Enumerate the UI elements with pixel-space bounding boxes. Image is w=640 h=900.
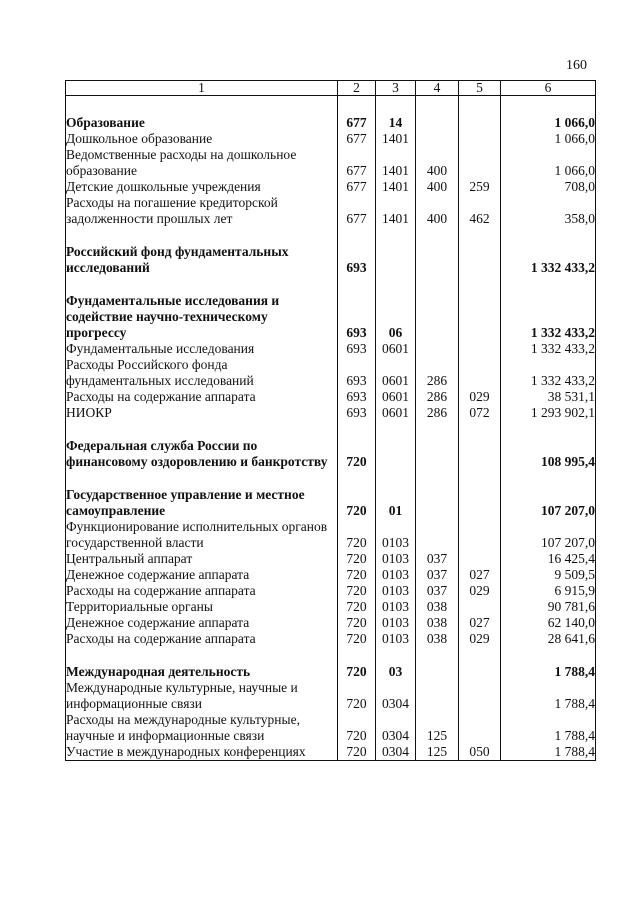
table-row bbox=[66, 163, 596, 179]
spacer-cell bbox=[459, 227, 501, 244]
amount: 1 066,0 bbox=[501, 163, 596, 179]
section-code: 0304 bbox=[376, 728, 416, 744]
amount bbox=[501, 712, 596, 728]
section-code: 0103 bbox=[376, 535, 416, 551]
table-body bbox=[66, 96, 596, 761]
chapter-code: 720 bbox=[338, 599, 376, 615]
section-code bbox=[376, 147, 416, 163]
spacer-cell bbox=[376, 96, 416, 116]
expense-type-code: 050 bbox=[459, 744, 501, 761]
header-col-5: 5 bbox=[459, 81, 501, 96]
section-code: 1401 bbox=[376, 211, 416, 227]
row-label: Ведомственные расходы на дошкольное bbox=[66, 147, 338, 163]
target-item-code bbox=[416, 664, 459, 680]
row-label: Расходы на содержание аппарата bbox=[66, 389, 338, 405]
chapter-code: 677 bbox=[338, 115, 376, 131]
chapter-code bbox=[338, 244, 376, 260]
row-label: Расходы на международные культурные, bbox=[66, 712, 338, 728]
chapter-code bbox=[338, 147, 376, 163]
row-label: самоуправление bbox=[66, 503, 338, 519]
chapter-code: 677 bbox=[338, 163, 376, 179]
header-col-1: 1 bbox=[66, 81, 338, 96]
section-code bbox=[376, 357, 416, 373]
section-code bbox=[376, 454, 416, 470]
section-code: 0601 bbox=[376, 389, 416, 405]
chapter-code: 693 bbox=[338, 325, 376, 341]
expense-type-code bbox=[459, 535, 501, 551]
spacer-cell bbox=[416, 96, 459, 116]
table-row bbox=[66, 211, 596, 227]
spacer-cell bbox=[376, 421, 416, 438]
row-label: государственной власти bbox=[66, 535, 338, 551]
expense-type-code bbox=[459, 438, 501, 454]
chapter-code: 720 bbox=[338, 696, 376, 712]
table-row bbox=[66, 615, 596, 631]
spacer-cell bbox=[459, 421, 501, 438]
section-spacer bbox=[66, 421, 596, 438]
amount bbox=[501, 519, 596, 535]
heading-row bbox=[66, 309, 596, 325]
amount bbox=[501, 195, 596, 211]
section-code: 0103 bbox=[376, 631, 416, 647]
amount: 107 207,0 bbox=[501, 503, 596, 519]
chapter-code: 720 bbox=[338, 728, 376, 744]
target-item-code bbox=[416, 454, 459, 470]
spacer-cell bbox=[66, 647, 338, 664]
row-label: финансовому оздоровлению и банкротству bbox=[66, 454, 338, 470]
amount bbox=[501, 309, 596, 325]
amount bbox=[501, 357, 596, 373]
header-col-4: 4 bbox=[416, 81, 459, 96]
amount: 358,0 bbox=[501, 211, 596, 227]
spacer-cell bbox=[501, 276, 596, 293]
table-row bbox=[66, 195, 596, 211]
expense-type-code bbox=[459, 325, 501, 341]
chapter-code bbox=[338, 309, 376, 325]
spacer-cell bbox=[459, 470, 501, 487]
chapter-code bbox=[338, 680, 376, 696]
target-item-code bbox=[416, 357, 459, 373]
expense-type-code bbox=[459, 503, 501, 519]
heading-row bbox=[66, 454, 596, 470]
spacer-cell bbox=[459, 276, 501, 293]
expense-type-code: 462 bbox=[459, 211, 501, 227]
expense-type-code bbox=[459, 696, 501, 712]
spacer-cell bbox=[66, 276, 338, 293]
target-item-code bbox=[416, 260, 459, 276]
spacer-cell bbox=[459, 647, 501, 664]
table-row bbox=[66, 680, 596, 696]
section-spacer bbox=[66, 276, 596, 293]
section-code: 0103 bbox=[376, 551, 416, 567]
row-label: Дошкольное образование bbox=[66, 131, 338, 147]
table-row bbox=[66, 405, 596, 421]
chapter-code: 693 bbox=[338, 389, 376, 405]
target-item-code bbox=[416, 131, 459, 147]
spacer-cell bbox=[338, 470, 376, 487]
target-item-code bbox=[416, 147, 459, 163]
chapter-code: 720 bbox=[338, 615, 376, 631]
row-label: исследований bbox=[66, 260, 338, 276]
spacer-cell bbox=[416, 227, 459, 244]
target-item-code: 038 bbox=[416, 599, 459, 615]
row-label: Государственное управление и местное bbox=[66, 487, 338, 503]
expense-type-code bbox=[459, 244, 501, 260]
table-row bbox=[66, 567, 596, 583]
row-label: Образование bbox=[66, 115, 338, 131]
chapter-code bbox=[338, 519, 376, 535]
chapter-code: 693 bbox=[338, 260, 376, 276]
heading-row bbox=[66, 115, 596, 131]
expense-type-code bbox=[459, 712, 501, 728]
table-row bbox=[66, 744, 596, 761]
row-label: информационные связи bbox=[66, 696, 338, 712]
spacer-cell bbox=[416, 647, 459, 664]
chapter-code: 720 bbox=[338, 664, 376, 680]
row-label: Международные культурные, научные и bbox=[66, 680, 338, 696]
amount: 16 425,4 bbox=[501, 551, 596, 567]
chapter-code: 720 bbox=[338, 454, 376, 470]
section-code: 03 bbox=[376, 664, 416, 680]
expense-type-code: 259 bbox=[459, 179, 501, 195]
page-number: 160 bbox=[566, 58, 587, 73]
expense-type-code: 029 bbox=[459, 583, 501, 599]
heading-row bbox=[66, 503, 596, 519]
table-row bbox=[66, 631, 596, 647]
spacer-cell bbox=[416, 421, 459, 438]
table-row bbox=[66, 519, 596, 535]
chapter-code: 720 bbox=[338, 567, 376, 583]
expense-type-code bbox=[459, 195, 501, 211]
section-code: 0601 bbox=[376, 373, 416, 389]
table-row bbox=[66, 583, 596, 599]
expense-type-code bbox=[459, 551, 501, 567]
expense-type-code bbox=[459, 599, 501, 615]
section-code: 0103 bbox=[376, 599, 416, 615]
expense-type-code bbox=[459, 341, 501, 357]
header-row bbox=[66, 81, 596, 96]
amount: 1 293 902,1 bbox=[501, 405, 596, 421]
target-item-code: 400 bbox=[416, 163, 459, 179]
target-item-code: 125 bbox=[416, 728, 459, 744]
row-label: Центральный аппарат bbox=[66, 551, 338, 567]
section-code bbox=[376, 680, 416, 696]
table-row bbox=[66, 179, 596, 195]
expense-type-code bbox=[459, 487, 501, 503]
chapter-code: 693 bbox=[338, 373, 376, 389]
row-label: Детские дошкольные учреждения bbox=[66, 179, 338, 195]
table-row bbox=[66, 599, 596, 615]
budget-table bbox=[65, 80, 596, 761]
row-label: задолженности прошлых лет bbox=[66, 211, 338, 227]
spacer-cell bbox=[416, 470, 459, 487]
section-code: 06 bbox=[376, 325, 416, 341]
section-code: 0304 bbox=[376, 696, 416, 712]
section-code: 0601 bbox=[376, 405, 416, 421]
target-item-code bbox=[416, 519, 459, 535]
heading-row bbox=[66, 260, 596, 276]
amount: 107 207,0 bbox=[501, 535, 596, 551]
row-label: Территориальные органы bbox=[66, 599, 338, 615]
chapter-code bbox=[338, 712, 376, 728]
heading-row bbox=[66, 487, 596, 503]
amount bbox=[501, 438, 596, 454]
spacer-cell bbox=[338, 227, 376, 244]
amount: 38 531,1 bbox=[501, 389, 596, 405]
heading-row bbox=[66, 325, 596, 341]
section-code bbox=[376, 712, 416, 728]
row-label: Расходы на погашение кредиторской bbox=[66, 195, 338, 211]
section-code: 1401 bbox=[376, 131, 416, 147]
expense-type-code bbox=[459, 373, 501, 389]
row-label: Функционирование исполнительных органов bbox=[66, 519, 338, 535]
expense-type-code bbox=[459, 680, 501, 696]
chapter-code: 677 bbox=[338, 179, 376, 195]
chapter-code bbox=[338, 438, 376, 454]
table-row bbox=[66, 341, 596, 357]
section-code bbox=[376, 438, 416, 454]
table-header bbox=[66, 81, 596, 96]
spacer-cell bbox=[376, 647, 416, 664]
spacer-cell bbox=[376, 227, 416, 244]
expense-type-code bbox=[459, 163, 501, 179]
row-label: фундаментальных исследований bbox=[66, 373, 338, 389]
expense-type-code bbox=[459, 115, 501, 131]
row-label: Федеральная служба России по bbox=[66, 438, 338, 454]
spacer-cell bbox=[501, 227, 596, 244]
expense-type-code: 027 bbox=[459, 567, 501, 583]
spacer-cell bbox=[338, 647, 376, 664]
target-item-code bbox=[416, 712, 459, 728]
heading-row bbox=[66, 438, 596, 454]
chapter-code: 720 bbox=[338, 631, 376, 647]
heading-row bbox=[66, 244, 596, 260]
target-item-code: 400 bbox=[416, 179, 459, 195]
row-label: Фундаментальные исследования и bbox=[66, 293, 338, 309]
amount: 1 788,4 bbox=[501, 664, 596, 680]
target-item-code bbox=[416, 195, 459, 211]
section-code: 1401 bbox=[376, 163, 416, 179]
table-row bbox=[66, 696, 596, 712]
target-item-code bbox=[416, 487, 459, 503]
amount: 1 332 433,2 bbox=[501, 325, 596, 341]
expense-type-code: 072 bbox=[459, 405, 501, 421]
section-code bbox=[376, 487, 416, 503]
table-row bbox=[66, 357, 596, 373]
amount bbox=[501, 487, 596, 503]
expense-type-code: 027 bbox=[459, 615, 501, 631]
section-code: 0601 bbox=[376, 341, 416, 357]
target-item-code: 037 bbox=[416, 567, 459, 583]
target-item-code: 286 bbox=[416, 389, 459, 405]
chapter-code: 720 bbox=[338, 551, 376, 567]
target-item-code: 037 bbox=[416, 551, 459, 567]
header-col-6: 6 bbox=[501, 81, 596, 96]
chapter-code: 720 bbox=[338, 744, 376, 761]
row-label: научные и информационные связи bbox=[66, 728, 338, 744]
target-item-code bbox=[416, 244, 459, 260]
spacer-cell bbox=[66, 227, 338, 244]
target-item-code: 286 bbox=[416, 405, 459, 421]
amount: 6 915,9 bbox=[501, 583, 596, 599]
row-label: Денежное содержание аппарата bbox=[66, 615, 338, 631]
amount bbox=[501, 244, 596, 260]
amount: 1 788,4 bbox=[501, 696, 596, 712]
target-item-code bbox=[416, 696, 459, 712]
amount: 1 788,4 bbox=[501, 728, 596, 744]
expense-type-code bbox=[459, 131, 501, 147]
expense-type-code bbox=[459, 454, 501, 470]
expense-type-code bbox=[459, 260, 501, 276]
chapter-code bbox=[338, 195, 376, 211]
target-item-code: 038 bbox=[416, 615, 459, 631]
spacer-cell bbox=[66, 470, 338, 487]
table-row bbox=[66, 728, 596, 744]
target-item-code: 038 bbox=[416, 631, 459, 647]
section-spacer bbox=[66, 96, 596, 116]
chapter-code: 693 bbox=[338, 341, 376, 357]
chapter-code: 720 bbox=[338, 535, 376, 551]
amount: 1 332 433,2 bbox=[501, 373, 596, 389]
chapter-code: 677 bbox=[338, 131, 376, 147]
row-label: НИОКР bbox=[66, 405, 338, 421]
spacer-cell bbox=[338, 276, 376, 293]
table-row bbox=[66, 389, 596, 405]
table-row bbox=[66, 712, 596, 728]
amount bbox=[501, 147, 596, 163]
expense-type-code: 029 bbox=[459, 631, 501, 647]
row-label: Расходы Российского фонда bbox=[66, 357, 338, 373]
spacer-cell bbox=[376, 276, 416, 293]
target-item-code bbox=[416, 115, 459, 131]
amount: 1 332 433,2 bbox=[501, 260, 596, 276]
chapter-code: 677 bbox=[338, 211, 376, 227]
spacer-cell bbox=[501, 647, 596, 664]
section-code bbox=[376, 519, 416, 535]
section-code bbox=[376, 260, 416, 276]
target-item-code bbox=[416, 325, 459, 341]
amount: 1 066,0 bbox=[501, 115, 596, 131]
spacer-cell bbox=[66, 421, 338, 438]
section-spacer bbox=[66, 470, 596, 487]
spacer-cell bbox=[338, 421, 376, 438]
target-item-code bbox=[416, 438, 459, 454]
amount: 62 140,0 bbox=[501, 615, 596, 631]
target-item-code bbox=[416, 680, 459, 696]
target-item-code bbox=[416, 503, 459, 519]
section-code bbox=[376, 309, 416, 325]
chapter-code: 720 bbox=[338, 583, 376, 599]
target-item-code: 125 bbox=[416, 744, 459, 761]
row-label: Международная деятельность bbox=[66, 664, 338, 680]
amount: 1 788,4 bbox=[501, 744, 596, 761]
chapter-code bbox=[338, 487, 376, 503]
amount: 9 509,5 bbox=[501, 567, 596, 583]
row-label: прогрессу bbox=[66, 325, 338, 341]
heading-row bbox=[66, 664, 596, 680]
chapter-code bbox=[338, 357, 376, 373]
table-row bbox=[66, 147, 596, 163]
spacer-cell bbox=[338, 96, 376, 116]
table-row bbox=[66, 535, 596, 551]
spacer-cell bbox=[459, 96, 501, 116]
target-item-code bbox=[416, 293, 459, 309]
table-row bbox=[66, 373, 596, 389]
section-code bbox=[376, 195, 416, 211]
amount: 108 995,4 bbox=[501, 454, 596, 470]
section-spacer bbox=[66, 647, 596, 664]
amount: 1 066,0 bbox=[501, 131, 596, 147]
section-code: 0103 bbox=[376, 583, 416, 599]
spacer-cell bbox=[501, 96, 596, 116]
target-item-code bbox=[416, 341, 459, 357]
amount: 90 781,6 bbox=[501, 599, 596, 615]
chapter-code bbox=[338, 293, 376, 309]
row-label: образование bbox=[66, 163, 338, 179]
heading-row bbox=[66, 293, 596, 309]
chapter-code: 720 bbox=[338, 503, 376, 519]
spacer-cell bbox=[416, 276, 459, 293]
amount: 708,0 bbox=[501, 179, 596, 195]
header-col-3: 3 bbox=[376, 81, 416, 96]
row-label: Фундаментальные исследования bbox=[66, 341, 338, 357]
row-label: Расходы на содержание аппарата bbox=[66, 583, 338, 599]
target-item-code: 037 bbox=[416, 583, 459, 599]
chapter-code: 693 bbox=[338, 405, 376, 421]
expense-type-code bbox=[459, 293, 501, 309]
amount bbox=[501, 680, 596, 696]
expense-type-code bbox=[459, 519, 501, 535]
section-code: 14 bbox=[376, 115, 416, 131]
expense-type-code bbox=[459, 357, 501, 373]
section-spacer bbox=[66, 227, 596, 244]
table-row bbox=[66, 551, 596, 567]
row-label: Российский фонд фундаментальных bbox=[66, 244, 338, 260]
amount: 28 641,6 bbox=[501, 631, 596, 647]
spacer-cell bbox=[501, 470, 596, 487]
section-code: 0103 bbox=[376, 615, 416, 631]
spacer-cell bbox=[66, 96, 338, 116]
target-item-code bbox=[416, 309, 459, 325]
section-code bbox=[376, 244, 416, 260]
amount: 1 332 433,2 bbox=[501, 341, 596, 357]
spacer-cell bbox=[376, 470, 416, 487]
header-col-2: 2 bbox=[338, 81, 376, 96]
expense-type-code bbox=[459, 664, 501, 680]
expense-type-code bbox=[459, 728, 501, 744]
expense-type-code bbox=[459, 147, 501, 163]
section-code: 01 bbox=[376, 503, 416, 519]
section-code: 0304 bbox=[376, 744, 416, 761]
row-label: содействие научно-техническому bbox=[66, 309, 338, 325]
expense-type-code: 029 bbox=[459, 389, 501, 405]
section-code: 0103 bbox=[376, 567, 416, 583]
row-label: Участие в международных конференциях bbox=[66, 744, 338, 761]
amount bbox=[501, 293, 596, 309]
target-item-code: 400 bbox=[416, 211, 459, 227]
target-item-code bbox=[416, 535, 459, 551]
expense-type-code bbox=[459, 309, 501, 325]
section-code bbox=[376, 293, 416, 309]
section-code: 1401 bbox=[376, 179, 416, 195]
target-item-code: 286 bbox=[416, 373, 459, 389]
row-label: Расходы на содержание аппарата bbox=[66, 631, 338, 647]
spacer-cell bbox=[501, 421, 596, 438]
table-row bbox=[66, 131, 596, 147]
row-label: Денежное содержание аппарата bbox=[66, 567, 338, 583]
